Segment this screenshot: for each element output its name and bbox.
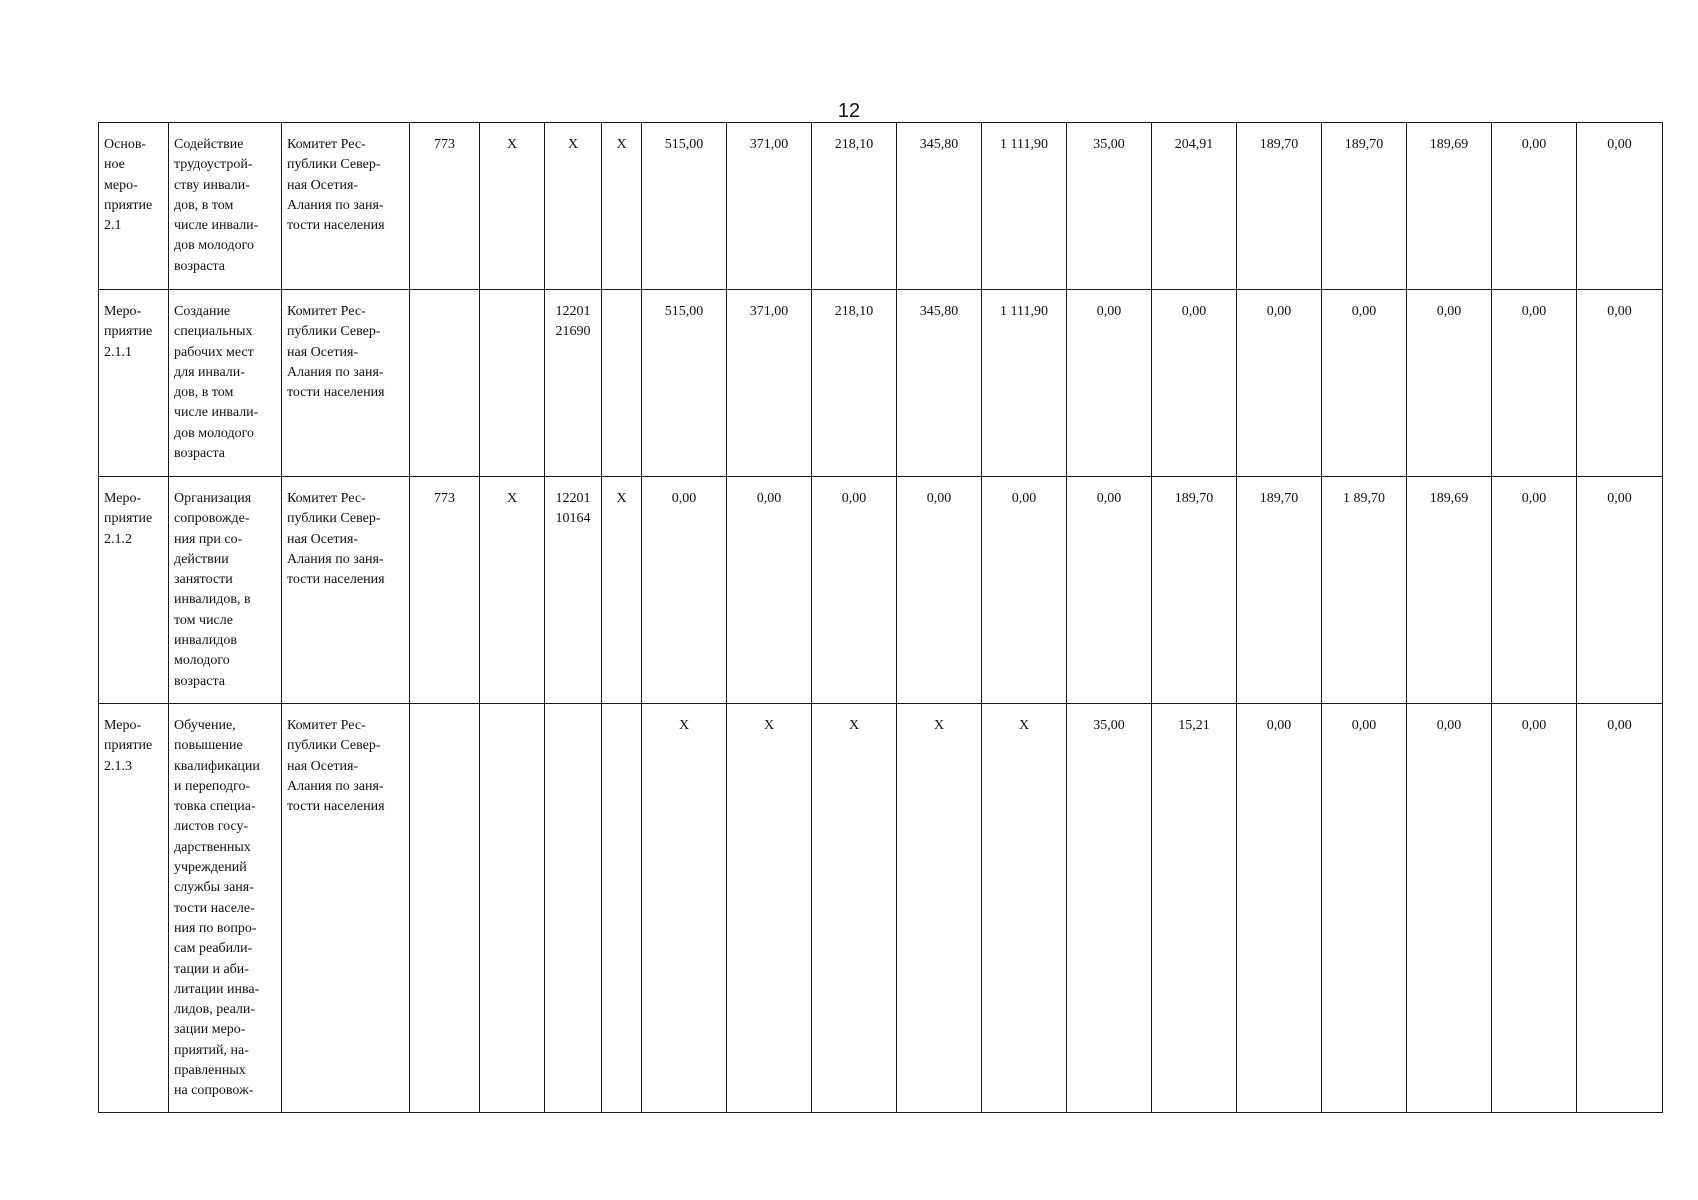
- value-cell: 204,91: [1152, 123, 1237, 290]
- value-cell: 189,69: [1407, 123, 1492, 290]
- row-executor: Комитет Рес- публики Север- ная Осетия- Алания по заня- тости населения: [282, 477, 410, 704]
- table-row: [99, 477, 1663, 704]
- table-row: [99, 290, 1663, 477]
- vr-cell: [602, 290, 642, 477]
- row-description: Обучение, повышение квалификации и переподго- товка специа- листов госу- дарственных учреждений службы заня- тости населе- ния по вопро- сам реабили- тации и аби- литации инва- лидов, реали- зации меро- приятий, на- правленных на сопровож-: [169, 704, 282, 1113]
- row-executor: Комитет Рес- публики Север- ная Осетия- Алания по заня- тости населения: [282, 704, 410, 1113]
- value-cell: 345,80: [897, 290, 982, 477]
- value-cell: 515,00: [642, 290, 727, 477]
- value-cell: 515,00: [642, 123, 727, 290]
- value-cell: 0,00: [1492, 123, 1577, 290]
- value-cell: 0,00: [897, 477, 982, 704]
- row-description: Организация сопровожде- ния при со- действии занятости инвалидов, в том числе инвалидов молодого возраста: [169, 477, 282, 704]
- grbs-cell: [410, 290, 480, 477]
- value-cell: 0,00: [1577, 477, 1663, 704]
- value-cell: 371,00: [727, 123, 812, 290]
- value-cell: 0,00: [727, 477, 812, 704]
- row-label: Меро- приятие 2.1.1: [99, 290, 169, 477]
- vr-cell: Х: [602, 123, 642, 290]
- value-cell: 189,69: [1407, 477, 1492, 704]
- table-row: [99, 123, 1663, 290]
- row-label: Меро- приятие 2.1.2: [99, 477, 169, 704]
- value-cell: 1 89,70: [1322, 477, 1407, 704]
- value-cell: 0,00: [642, 477, 727, 704]
- value-cell: 0,00: [1492, 477, 1577, 704]
- value-cell: 218,10: [812, 290, 897, 477]
- rz-pr-cell: Х: [480, 477, 545, 704]
- row-description: Создание специальных рабочих мест для инвали- дов, в том числе инвали- дов молодого возраста: [169, 290, 282, 477]
- value-cell: 371,00: [727, 290, 812, 477]
- value-cell: Х: [982, 704, 1067, 1113]
- budget-table: [98, 122, 1663, 1113]
- value-cell: 0,00: [1492, 704, 1577, 1113]
- value-cell: Х: [642, 704, 727, 1113]
- value-cell: 0,00: [1322, 704, 1407, 1113]
- value-cell: 218,10: [812, 123, 897, 290]
- value-cell: 0,00: [1152, 290, 1237, 477]
- csr-cell: [545, 704, 602, 1113]
- grbs-cell: 773: [410, 123, 480, 290]
- row-executor: Комитет Рес- публики Север- ная Осетия- Алания по заня- тости населения: [282, 123, 410, 290]
- vr-cell: Х: [602, 477, 642, 704]
- csr-cell: Х: [545, 123, 602, 290]
- value-cell: Х: [727, 704, 812, 1113]
- value-cell: 345,80: [897, 123, 982, 290]
- value-cell: 189,70: [1237, 123, 1322, 290]
- value-cell: 0,00: [1492, 290, 1577, 477]
- value-cell: 189,70: [1322, 123, 1407, 290]
- value-cell: 0,00: [1407, 704, 1492, 1113]
- row-label: Меро- приятие 2.1.3: [99, 704, 169, 1113]
- grbs-cell: [410, 704, 480, 1113]
- table-row: [99, 704, 1663, 1113]
- value-cell: 15,21: [1152, 704, 1237, 1113]
- value-cell: 0,00: [1322, 290, 1407, 477]
- value-cell: 0,00: [1577, 290, 1663, 477]
- value-cell: 35,00: [1067, 704, 1152, 1113]
- value-cell: 0,00: [1067, 290, 1152, 477]
- value-cell: 189,70: [1152, 477, 1237, 704]
- value-cell: 1 111,90: [982, 290, 1067, 477]
- row-description: Содействие трудоустрой- ству инвали- дов, в том числе инвали- дов молодого возраста: [169, 123, 282, 290]
- value-cell: 0,00: [1577, 704, 1663, 1113]
- value-cell: 189,70: [1237, 477, 1322, 704]
- row-executor: Комитет Рес- публики Север- ная Осетия- Алания по заня- тости населения: [282, 290, 410, 477]
- value-cell: 0,00: [1407, 290, 1492, 477]
- value-cell: 0,00: [982, 477, 1067, 704]
- rz-pr-cell: [480, 704, 545, 1113]
- value-cell: 1 111,90: [982, 123, 1067, 290]
- csr-cell: 12201 21690: [545, 290, 602, 477]
- rz-pr-cell: Х: [480, 123, 545, 290]
- rz-pr-cell: [480, 290, 545, 477]
- value-cell: Х: [897, 704, 982, 1113]
- csr-cell: 12201 10164: [545, 477, 602, 704]
- value-cell: 35,00: [1067, 123, 1152, 290]
- vr-cell: [602, 704, 642, 1113]
- grbs-cell: 773: [410, 477, 480, 704]
- value-cell: 0,00: [812, 477, 897, 704]
- value-cell: Х: [812, 704, 897, 1113]
- value-cell: 0,00: [1237, 704, 1322, 1113]
- value-cell: 0,00: [1067, 477, 1152, 704]
- row-label: Основ- ное меро- приятие 2.1: [99, 123, 169, 290]
- page-number: 12: [837, 100, 861, 122]
- value-cell: 0,00: [1577, 123, 1663, 290]
- value-cell: 0,00: [1237, 290, 1322, 477]
